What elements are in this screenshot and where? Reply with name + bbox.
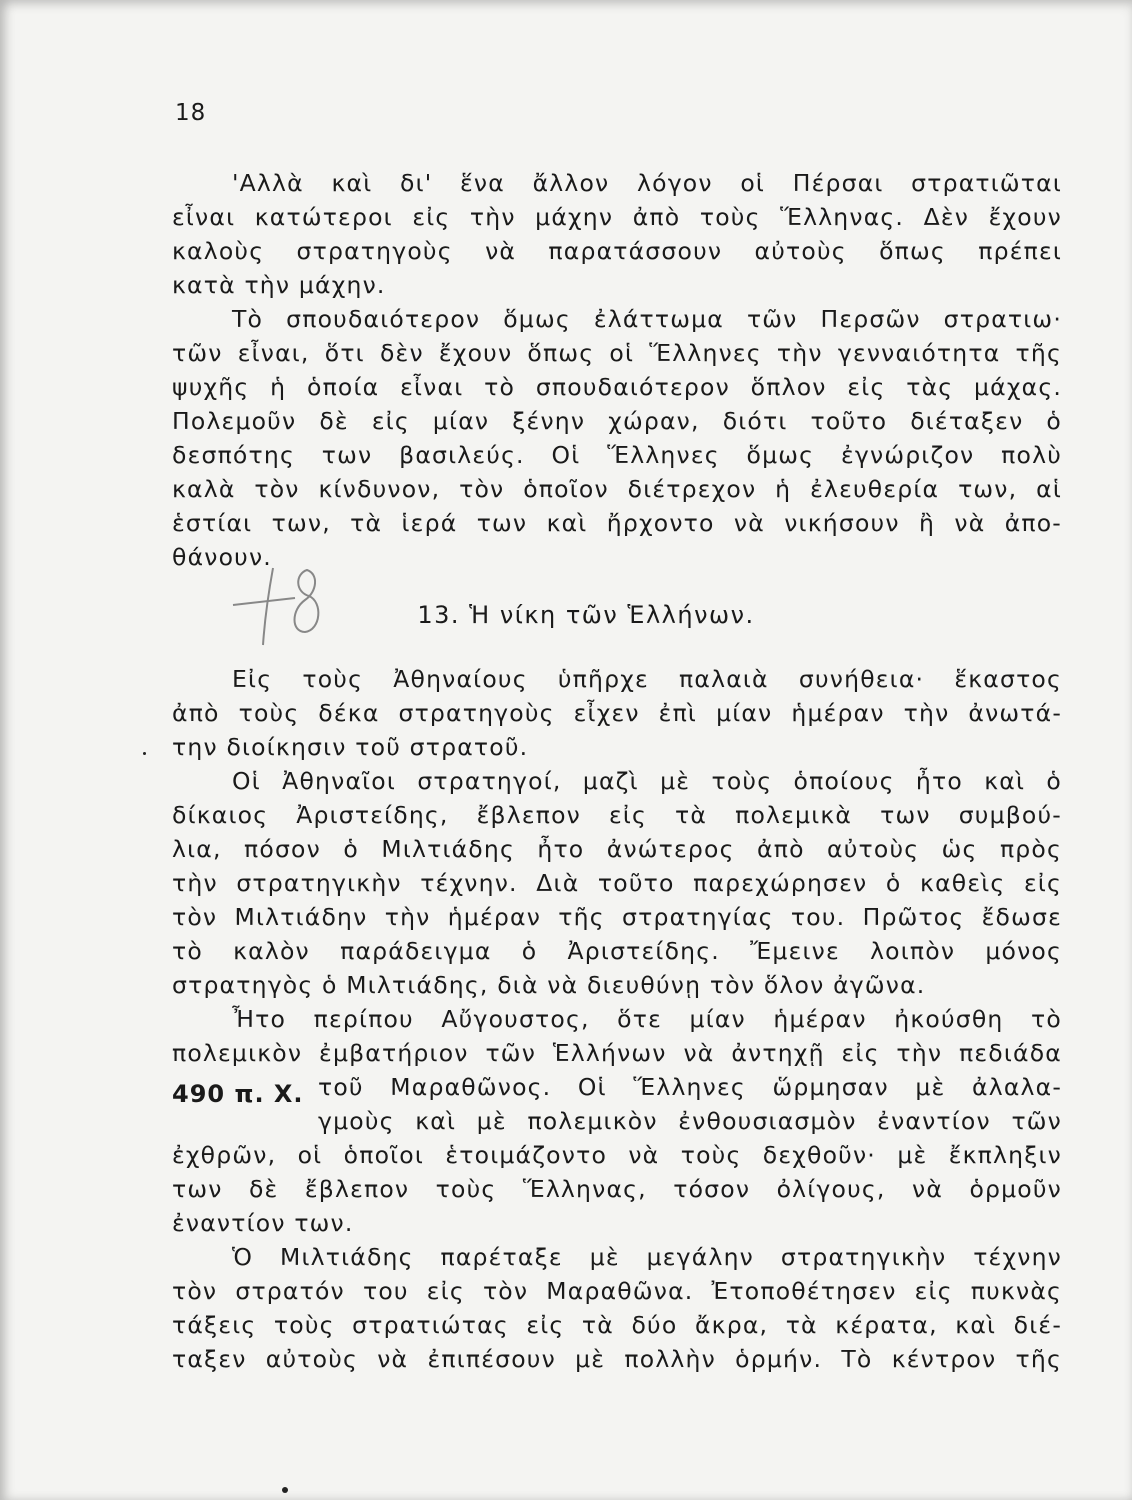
text-line: των δὲ ἔβλεπον τοὺς Ἕλληνας, τόσον ὀλίγους, νὰ ὁρμοῦν <box>172 1175 1062 1203</box>
text-line: Τὸ σπουδαιότερον ὅμως ἐλάττωμα τῶν Περσῶν στρατιω· <box>232 305 1062 333</box>
text-line: στρατηγὸς ὁ Μιλτιάδης, διὰ νὰ διευθύνῃ τὸν ὅλον ἀγῶνα. <box>172 971 926 999</box>
text-line: γμοὺς καὶ μὲ πολεμικὸν ἐνθουσιασμὸν ἐναντίον τῶν <box>318 1107 1062 1135</box>
scan-speck <box>143 752 146 755</box>
text-line: καλοὺς στρατηγοὺς νὰ παρατάσσουν αὐτοὺς ὅπως πρέπει <box>172 237 1062 265</box>
text-line: τοῦ Μαραθῶνος. Οἱ Ἕλληνες ὥρμησαν μὲ ἀλαλα- <box>318 1073 1062 1101</box>
page-number: 18 <box>175 100 207 126</box>
text-line: εἶναι κατώτεροι εἰς τὴν μάχην ἀπὸ τοὺς Ἕλληνας. Δὲν ἔχουν <box>172 203 1062 231</box>
text-line: δίκαιος Ἀριστείδης, ἔβλεπον εἰς τὰ πολεμικὰ των συμβού- <box>172 801 1062 829</box>
text-line: τὸ καλὸν παράδειγμα ὁ Ἀριστείδης. Ἔμεινε λοιπὸν μόνος <box>172 937 1062 965</box>
text-line: Πολεμοῦν δὲ εἰς μίαν ξένην χώραν, διότι τοῦτο διέταξεν ὁ <box>172 407 1062 435</box>
margin-date: 490 π. Χ. <box>172 1080 304 1108</box>
text-line: πολεμικὸν ἐμβατήριον τῶν Ἑλλήνων νὰ ἀντηχῇ εἰς τὴν πεδιάδα <box>172 1039 1062 1067</box>
text-line: καλὰ τὸν κίνδυνον, τὸν ὁποῖον διέτρεχον ἡ ἐλευθερία των, αἱ <box>172 475 1062 503</box>
text-line: κατὰ τὴν μάχην. <box>172 271 386 299</box>
text-line: Εἰς τοὺς Ἀθηναίους ὑπῆρχε παλαιὰ συνήθεια· ἕκαστος <box>232 665 1062 693</box>
text-line: δεσπότης των βασιλεύς. Οἱ Ἕλληνες ὅμως ἐγνώριζον πολὺ <box>172 441 1062 469</box>
text-line: ἐχθρῶν, οἱ ὁποῖοι ἑτοιμάζοντο νὰ τοὺς δεχθοῦν· μὲ ἔκπληξιν <box>172 1141 1062 1169</box>
text-line: Ὁ Μιλτιάδης παρέταξε μὲ μεγάλην στρατηγικὴν τέχνην <box>232 1243 1062 1271</box>
text-line: τάξεις τοὺς στρατιώτας εἰς τὰ δύο ἄκρα, τὰ κέρατα, καὶ διέ- <box>172 1311 1062 1339</box>
text-line: ἐναντίον των. <box>172 1209 354 1237</box>
text-line: τῶν εἶναι, ὅτι δὲν ἔχουν ὅπως οἱ Ἕλληνες τὴν γενναιότητα τῆς <box>172 339 1062 367</box>
text-line: ψυχῆς ἡ ὁποία εἶναι τὸ σπουδαιότερον ὅπλον εἰς τὰς μάχας. <box>172 373 1062 401</box>
text-line: την διοίκησιν τοῦ στρατοῦ. <box>172 733 529 761</box>
text-line: ταξεν αὐτοὺς νὰ ἐπιπέσουν μὲ πολλὴν ὁρμήν. Τὸ κέντρον τῆς <box>172 1345 1062 1373</box>
text-line: τὸν Μιλτιάδην τὴν ἡμέραν τῆς στρατηγίας του. Πρῶτος ἔδωσε <box>172 903 1062 931</box>
text-line: 'Αλλὰ καὶ δι' ἕνα ἄλλον λόγον οἱ Πέρσαι στρατιῶται <box>232 169 1062 197</box>
text-line: Ἦτο περίπου Αὔγουστος, ὅτε μίαν ἡμέραν ἠκούσθη τὸ <box>232 1005 1062 1033</box>
scan-speck <box>282 1487 288 1493</box>
text-line: τὸν στρατόν του εἰς τὸν Μαραθῶνα. Ἐτοποθέτησεν εἰς πυκνὰς <box>172 1277 1062 1305</box>
text-line: ἑστίαι των, τὰ ἱερά των καὶ ἤρχοντο νὰ νικήσουν ἢ νὰ ἀπο- <box>172 509 1062 537</box>
text-line: θάνουν. <box>172 543 272 571</box>
text-line: ἀπὸ τοὺς δέκα στρατηγοὺς εἶχεν ἐπὶ μίαν ἡμέραν τὴν ἀνωτά- <box>172 699 1062 727</box>
text-line: Οἱ Ἀθηναῖοι στρατηγοί, μαζὶ μὲ τοὺς ὁποίους ἦτο καὶ ὁ <box>232 767 1062 795</box>
section-heading: 13. Ἡ νίκη τῶν Ἑλλήνων. <box>417 601 755 629</box>
text-line: τὴν στρατηγικὴν τέχνην. Διὰ τοῦτο παρεχώρησεν ὁ καθεὶς εἰς <box>172 869 1062 897</box>
text-line: λια, πόσον ὁ Μιλτιάδης ἦτο ἀνώτερος ἀπὸ αὐτοὺς ὡς πρὸς <box>172 835 1062 863</box>
